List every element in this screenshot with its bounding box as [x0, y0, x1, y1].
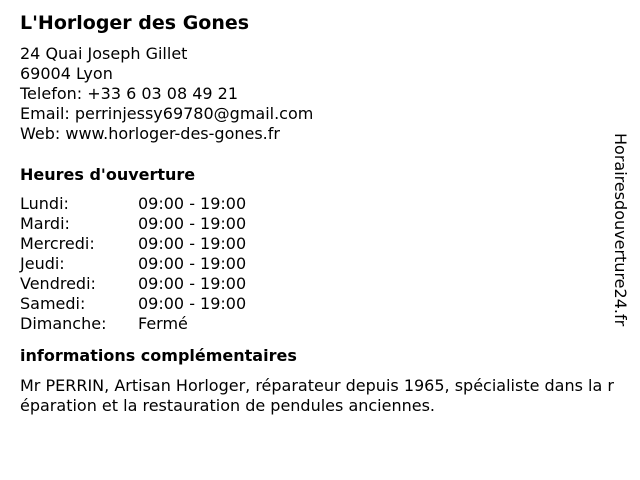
hours-row-tuesday: [20, 214, 620, 234]
site-watermark: Horairesdouverture24.fr: [611, 133, 630, 327]
business-listing: [20, 10, 620, 416]
day-label: Jeudi:: [20, 254, 65, 273]
hours-row-friday: [20, 274, 620, 294]
day-label: Dimanche:: [20, 314, 107, 333]
hours-row-thursday: [20, 254, 620, 274]
opening-hours-heading: Heures d'ouverture: [20, 165, 196, 184]
email-address: Email: perrinjessy69780@gmail.com: [20, 104, 314, 123]
hours-row-monday: [20, 194, 620, 214]
opening-hours-table: [20, 194, 620, 334]
opening-time: 09:00 - 19:00: [138, 234, 247, 253]
hours-row-saturday: [20, 294, 620, 314]
day-label: Mercredi:: [20, 234, 95, 253]
opening-time: 09:00 - 19:00: [138, 294, 247, 313]
opening-time: 09:00 - 19:00: [138, 254, 247, 273]
website-address: Web: www.horloger-des-gones.fr: [20, 124, 280, 143]
day-label: Mardi:: [20, 214, 70, 233]
day-label: Samedi:: [20, 294, 86, 313]
additional-info-text: Mr PERRIN, Artisan Horloger, réparateur depuis 1965, spécialiste dans la réparation et la restauration de pendules anciennes.: [20, 376, 614, 415]
day-label: Lundi:: [20, 194, 69, 213]
opening-time: 09:00 - 19:00: [138, 194, 247, 213]
opening-time: 09:00 - 19:00: [138, 214, 247, 233]
address-block: [20, 44, 620, 144]
city-postal-code: 69004 Lyon: [20, 64, 113, 83]
business-name: L'Horloger des Gones: [20, 12, 250, 34]
street-address: 24 Quai Joseph Gillet: [20, 44, 188, 63]
phone-number: Telefon: +33 6 03 08 49 21: [20, 84, 239, 103]
opening-time: 09:00 - 19:00: [138, 274, 247, 293]
hours-row-wednesday: [20, 234, 620, 254]
day-label: Vendredi:: [20, 274, 96, 293]
opening-time: Fermé: [138, 314, 188, 333]
additional-info-heading: informations complémentaires: [20, 346, 297, 365]
hours-row-sunday: [20, 314, 620, 334]
